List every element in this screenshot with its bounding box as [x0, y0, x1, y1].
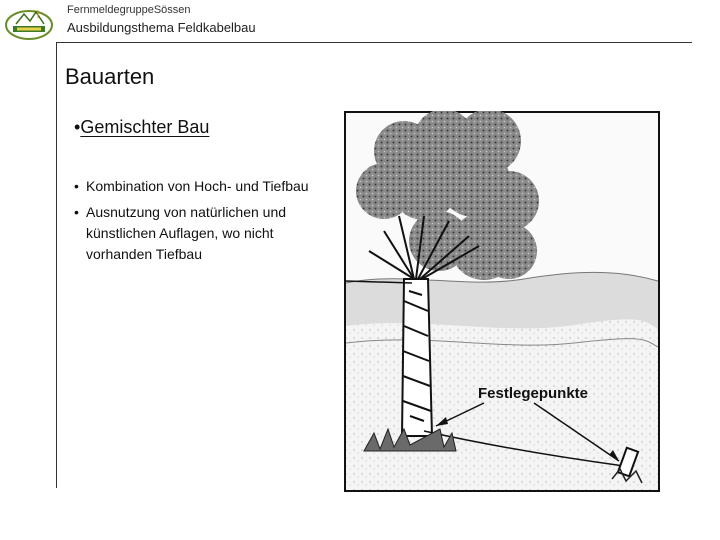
bullet-dot: •	[74, 117, 81, 137]
group-logo	[4, 6, 54, 40]
sub-bullet	[74, 176, 314, 197]
bullet-dot: •	[74, 178, 79, 194]
header-divider	[56, 42, 692, 43]
header-topic: Ausbildungsthema Feldkabelbau	[67, 20, 256, 35]
sub-bullet	[74, 202, 314, 265]
left-divider	[56, 42, 57, 488]
sub-bullet-text: Ausnutzung von natürlichen und künstlichen Auflagen, wo nicht vorhanden Tiefbau	[86, 204, 287, 262]
sub-bullet-text: Kombination von Hoch- und Tiefbau	[86, 178, 309, 194]
slide-title: Bauarten	[65, 64, 155, 89]
bullet-dot: •	[74, 204, 79, 220]
illustration-tree-cable	[344, 111, 660, 492]
main-bullet-label: Gemischter Bau	[80, 117, 210, 137]
main-bullet	[74, 117, 209, 138]
sub-bullet-list	[74, 176, 314, 270]
header-organization: FernmeldegruppeSössen	[67, 4, 191, 16]
illustration-label: Festlegepunkte	[478, 385, 589, 402]
